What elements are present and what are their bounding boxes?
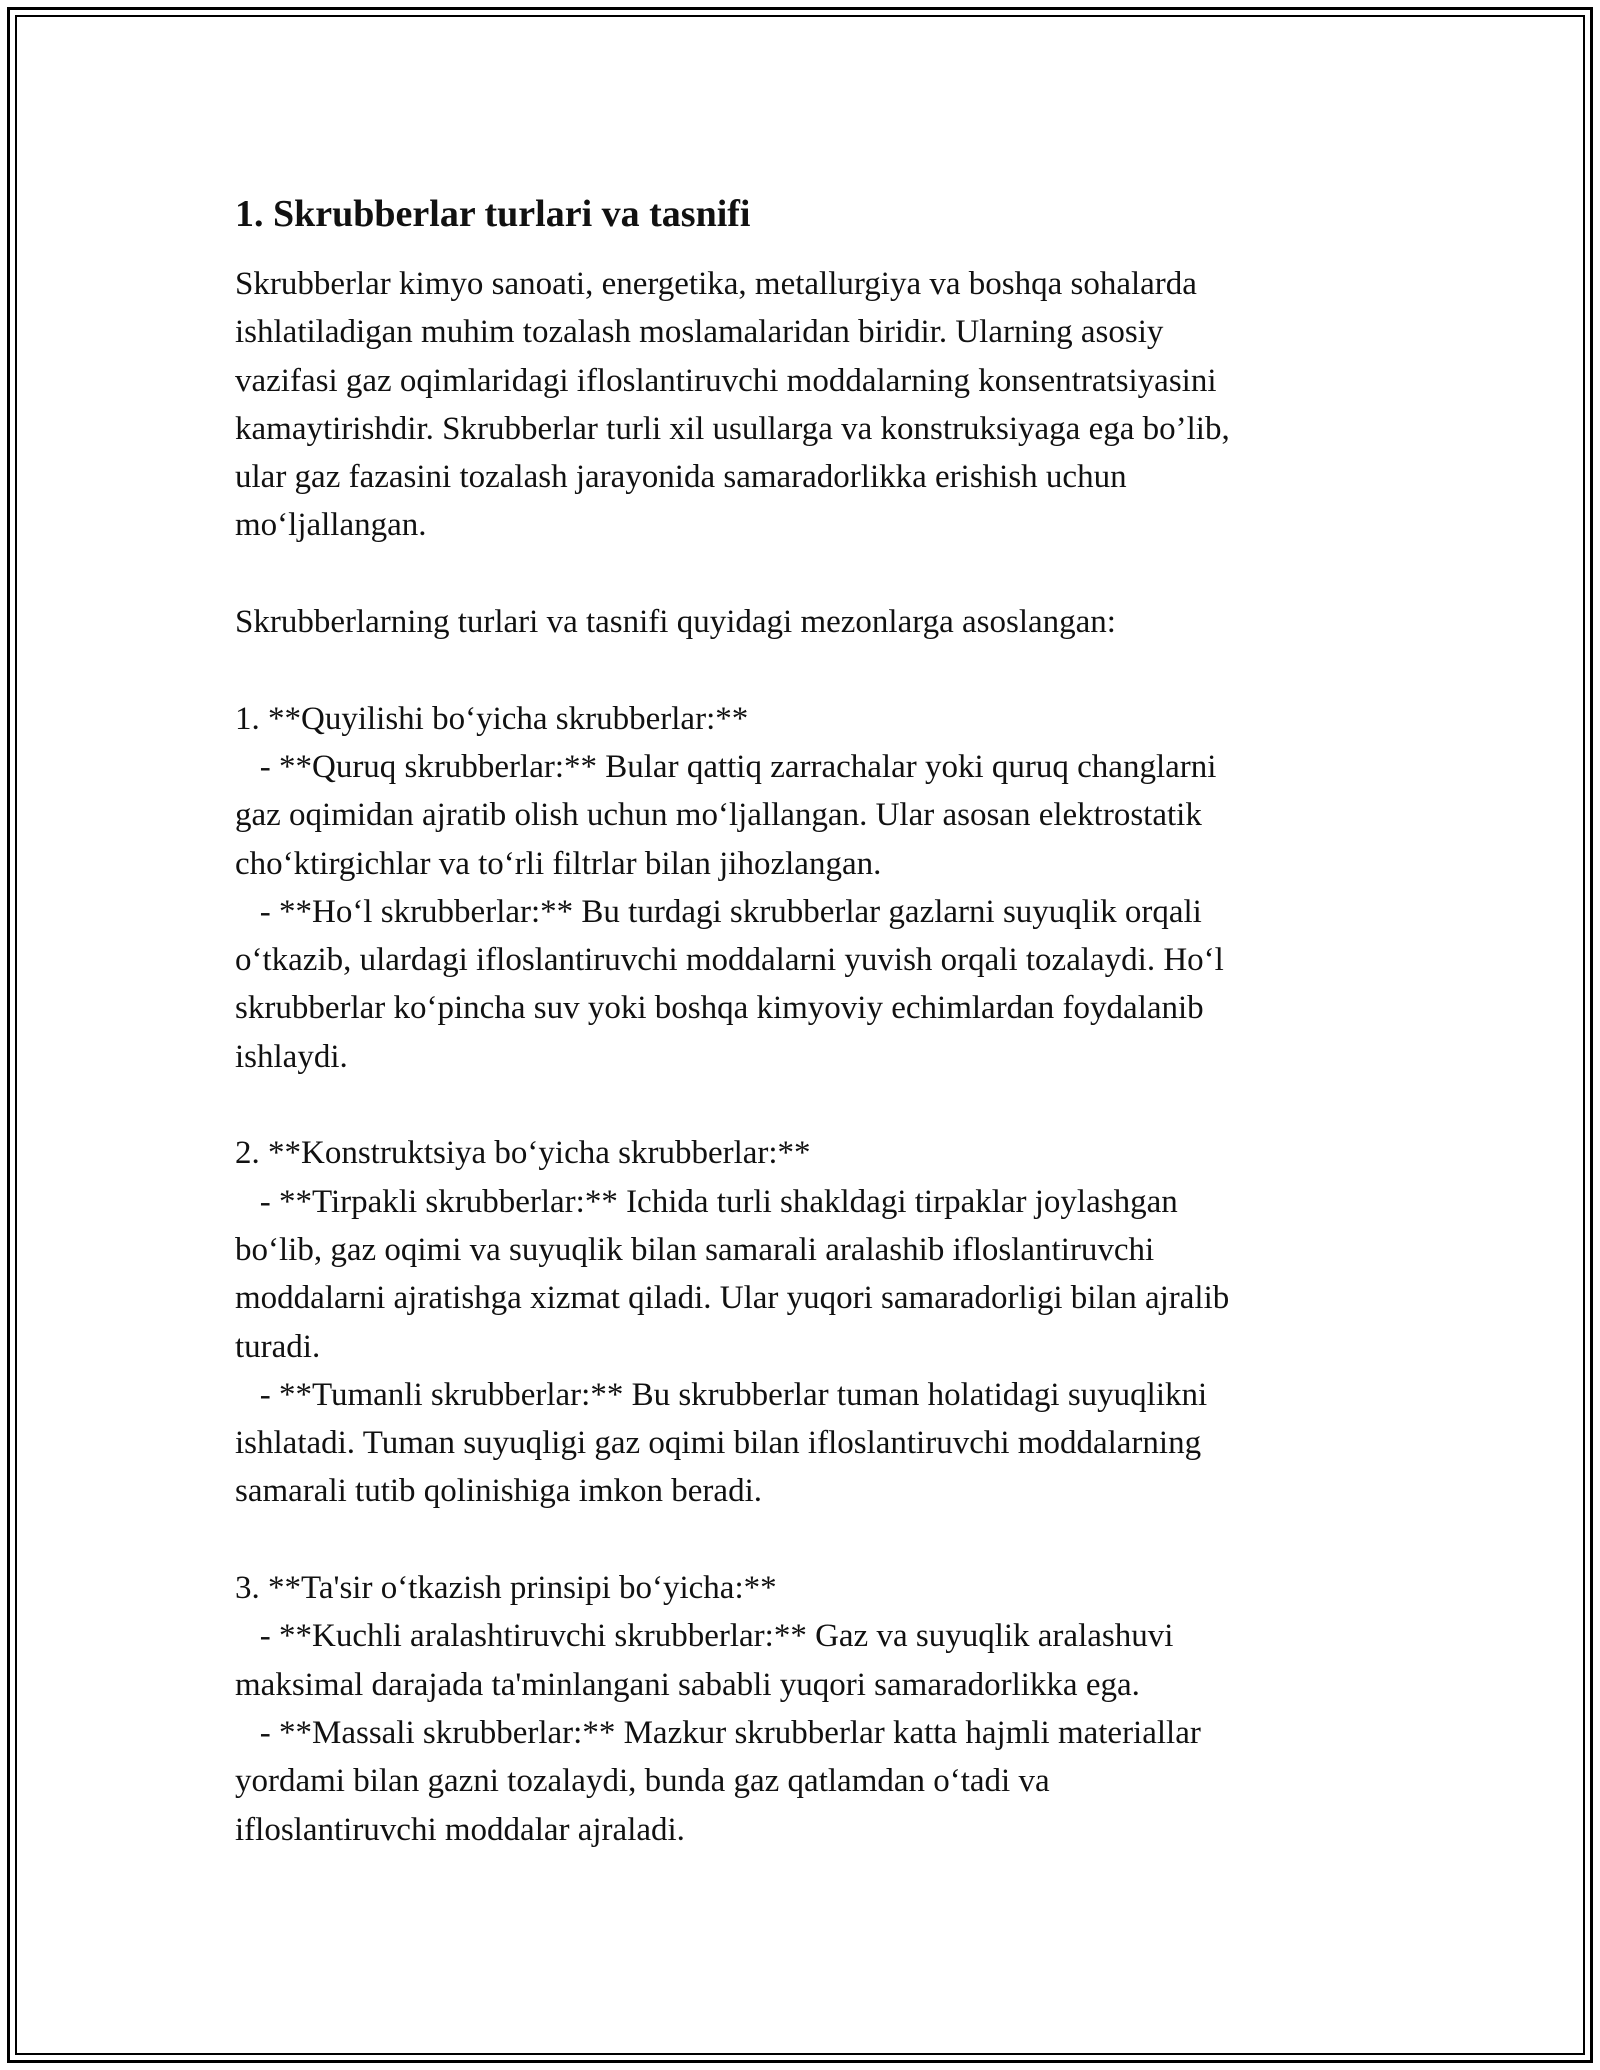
document-body-text: Skrubberlar kimyo sanoati, energetika, metallurgiya va boshqa sohalarda ishlatiladigan muhim tozalash moslamalaridan biridir. Ularning asosiy vazifasi gaz oqimlaridagi ifloslantiruvchi moddalarning konsentratsiyasini kamaytirishdir. Skrubberlar turli xil usullarga va konstruksiyaga ega bo’lib, ular gaz fazasini tozalash jarayonida samaradorlikka erishish uchun mo‘ljallangan. Skrubberlarning turlari va tasnifi quyidagi mezonlarga asoslangan: 1. **Quyilishi bo‘yicha skrubberlar:** - **Quruq skrubberlar:** Bular qattiq zarrachalar yoki quruq changlarni gaz oqimidan ajratib olish uchun mo‘ljallangan. Ular asosan elektrostatik cho‘ktirgichlar va to‘rli filtrlar bilan jihozlangan. - **Ho‘l skrubberlar:** Bu turdagi skrubberlar gazlarni suyuqlik orqali o‘tkazib, ulardagi ifloslantiruvchi moddalarni yuvish orqali tozalaydi. Ho‘l skrubberlar ko‘pincha suv yoki boshqa kimyoviy echimlardan foydalanib ishlaydi. 2. **Konstruktsiya bo‘yicha skrubberlar:** - **Tirpakli skrubberlar:** Ichida turli shakldagi tirpaklar joylashgan bo‘lib, gaz oqimi va suyuqlik bilan samarali aralashib ifloslantiruvchi moddalarni ajratishga xizmat qiladi. Ular yuqori samaradorligi bilan ajralib turadi. - **Tumanli skrubberlar:** Bu skrubberlar tuman holatidagi suyuqlikni ishlatadi. Tuman suyuqligi gaz oqimi bilan ifloslantiruvchi moddalarning samarali tutib qolinishiga imkon beradi. 3. **Ta'sir o‘tkazish prinsipi bo‘yicha:** - **Kuchli aralashtiruvchi skrubberlar:** Gaz va suyuqlik aralashuvi maksimal darajada ta'minlangani sababli yuqori samaradorlikka ega. - **Massali skrubberlar:** Mazkur skrubberlar katta hajmli materiallar yordami bilan gazni tozalaydi, bunda gaz qatlamdan o‘tadi va ifloslantiruvchi moddalar ajraladi.	[235, 266, 1230, 1848]
section-heading: 1. Skrubberlar turlari va tasnifi	[235, 193, 751, 235]
document-content	[235, 188, 1365, 1854]
